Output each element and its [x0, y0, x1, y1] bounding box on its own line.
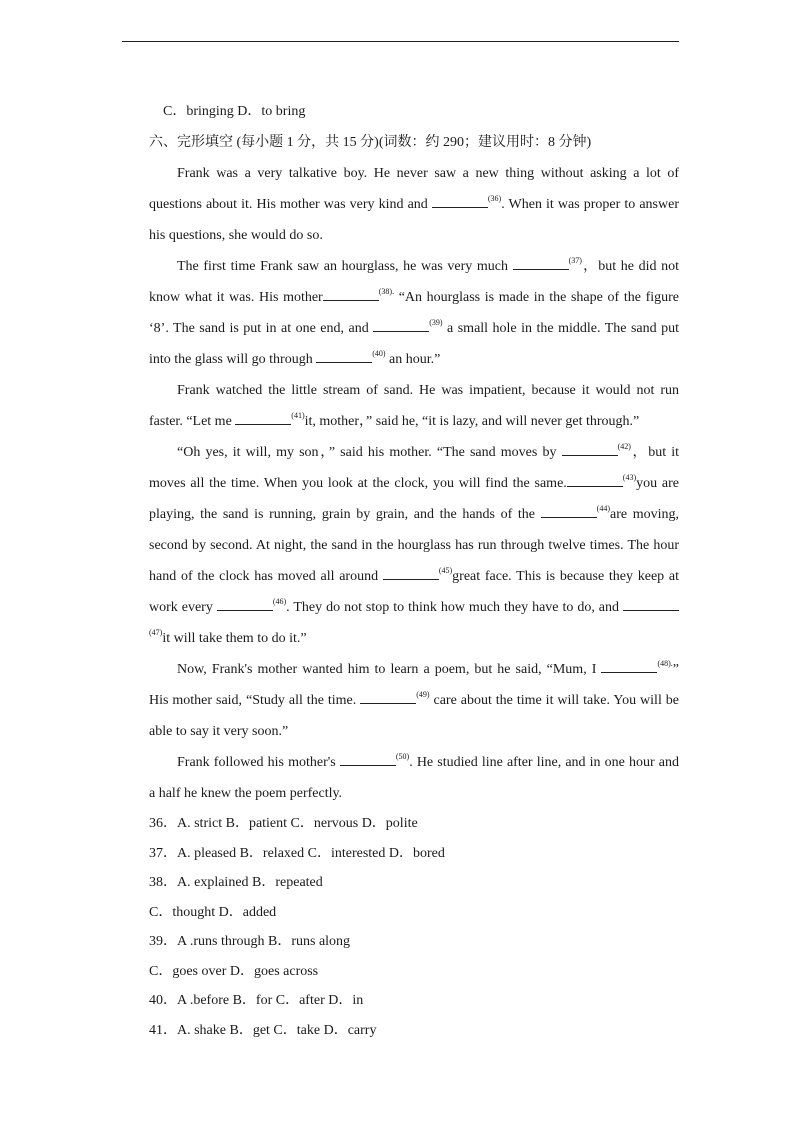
- question-39-options-cont: C．goes over D．goes across: [149, 963, 319, 979]
- text: Frank watched the little stream of sand. He was impatient, because it would not run faster. “Let me: [149, 383, 679, 429]
- text: Now, Frank's mother wanted him to learn a poem, but he said, “Mum, I: [177, 662, 602, 677]
- passage-paragraph-3: [149, 375, 679, 437]
- text: . They do not stop to think how much they have to do, and: [286, 600, 623, 615]
- passage-paragraph-2: [149, 251, 679, 375]
- blank-number-41: (41): [291, 411, 305, 420]
- blank-43: [567, 473, 623, 487]
- blank-47: [623, 597, 679, 611]
- question-37: 37．A. pleased B．relaxed C．interested D．bored: [149, 845, 445, 861]
- blank-39: [373, 318, 429, 332]
- blank-number-49: (49): [416, 690, 430, 699]
- blank-number-44: (44): [596, 504, 610, 513]
- passage-paragraph-6: [149, 747, 679, 809]
- text: The first time Frank saw an hourglass, he was very much: [177, 259, 513, 274]
- text: are moving, second by second. At night, the sand in the hourglass has run through twelve times. The hour hand of the clock has moved all around: [149, 507, 679, 584]
- question-38-options-cont: C．thought D．added: [149, 904, 277, 920]
- text: ，but it moves all the time. When you look at the clock, you will find the same.: [149, 445, 679, 491]
- section-title: 六、完形填空 (每小题 1 分，共 15 分)(词数：约 290；建议用时：8 分钟): [149, 135, 592, 150]
- text: care about the time it will take. You will be able to say it very soon.”: [149, 693, 680, 739]
- blank-number-45: (45): [438, 566, 453, 575]
- text: Frank followed his mother's: [177, 755, 340, 770]
- blank-44: [541, 504, 597, 518]
- blank-42: [562, 442, 618, 456]
- text: ” His mother said, “Study all the time.: [149, 662, 679, 708]
- text: an hour.”: [385, 352, 441, 367]
- blank-36: [432, 194, 488, 208]
- blank-number-48: (48).: [657, 659, 673, 668]
- text: “An hourglass is made in the shape of the figure ‘8’. The sand is put in at one end, and: [149, 290, 680, 336]
- leftover-options: C．bringing D．to bring: [163, 104, 306, 119]
- text: . He studied line after line, and in one hour and a half he knew the poem perfectly.: [149, 755, 679, 801]
- header-rule: [122, 41, 679, 42]
- blank-number-46: (46): [272, 597, 287, 606]
- text: a small hole in the middle. The sand put into the glass will go through: [149, 321, 679, 367]
- passage-paragraph-1: [149, 158, 679, 251]
- text: ，but he did not know what it was. His mother: [149, 259, 679, 305]
- blank-37: [513, 256, 569, 270]
- blank-40: [316, 349, 372, 363]
- text: it, mother，” said he, “it is lazy, and will never get through.”: [304, 414, 640, 429]
- text: it will take them to do it.”: [162, 631, 307, 646]
- blank-number-40: (40): [372, 349, 386, 358]
- blank-number-43: (43): [622, 473, 637, 482]
- passage-paragraph-5: [149, 654, 679, 747]
- text: “Oh yes, it will, my son，” said his mother. “The sand moves by: [177, 445, 562, 460]
- blank-number-42: (42): [617, 442, 631, 451]
- blank-50: [340, 752, 396, 766]
- passage-paragraph-4: [149, 437, 679, 654]
- blank-number-50: (50): [395, 752, 410, 761]
- blank-38: [323, 287, 379, 301]
- blank-46: [217, 597, 273, 611]
- blank-49: [360, 690, 416, 704]
- blank-number-38: (38).: [378, 287, 395, 296]
- text: you are playing, the sand is running, grain by grain, and the hands of the: [149, 476, 679, 522]
- text: . When it was proper to answer his questions, she would do so.: [149, 197, 679, 243]
- question-41: 41．A. shake B．get C．take D．carry: [149, 1022, 377, 1038]
- question-36: 36．A. strict B．patient C．nervous D．polite: [149, 816, 418, 831]
- blank-number-39: (39): [429, 318, 443, 327]
- blank-45: [383, 566, 439, 580]
- question-40: 40．A .before B．for C．after D．in: [149, 993, 364, 1008]
- blank-number-36: (36): [487, 194, 502, 203]
- blank-48: [601, 659, 657, 673]
- blank-number-47: (47): [149, 628, 163, 637]
- blank-number-37: (37): [568, 256, 582, 265]
- question-39: 39．A .runs through B．runs along: [149, 934, 351, 949]
- question-list: [149, 809, 679, 1045]
- text: great face. This is because they keep at work every: [149, 569, 680, 615]
- question-38: 38．A. explained B．repeated: [149, 875, 323, 890]
- blank-41: [235, 411, 291, 425]
- page-content: [149, 96, 679, 1045]
- text: Frank was a very talkative boy. He never saw a new thing without asking a lot of questions about it. His mother was very kind and: [149, 166, 679, 212]
